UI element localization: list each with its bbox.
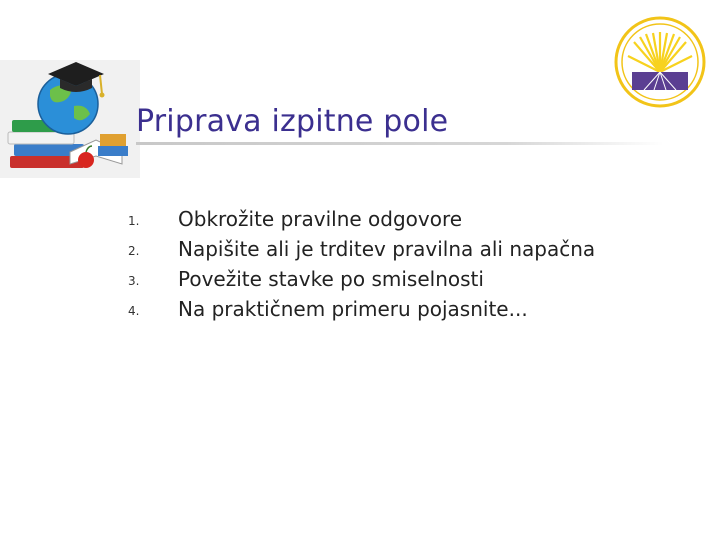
list-number: 2. — [128, 244, 140, 258]
title-underline — [136, 142, 664, 145]
university-seal-logo — [614, 16, 706, 108]
list-item-text: Napišite ali je trditev pravilna ali napačna — [178, 237, 596, 261]
list-item-text: Povežite stavke po smiselnosti — [178, 267, 484, 291]
list-number: 1. — [128, 214, 140, 228]
graduation-cap-globe-books-icon — [0, 60, 140, 178]
list-item — [128, 234, 595, 264]
slide-title: Priprava izpitne pole — [136, 104, 449, 139]
list-number: 4. — [128, 304, 140, 318]
exam-steps-list — [128, 204, 595, 324]
list-number: 3. — [128, 274, 140, 288]
list-item — [128, 204, 595, 234]
list-item — [128, 264, 595, 294]
list-item-text: Na praktičnem primeru pojasnite... — [178, 297, 528, 321]
list-item — [128, 294, 595, 324]
list-item-text: Obkrožite pravilne odgovore — [178, 207, 463, 231]
